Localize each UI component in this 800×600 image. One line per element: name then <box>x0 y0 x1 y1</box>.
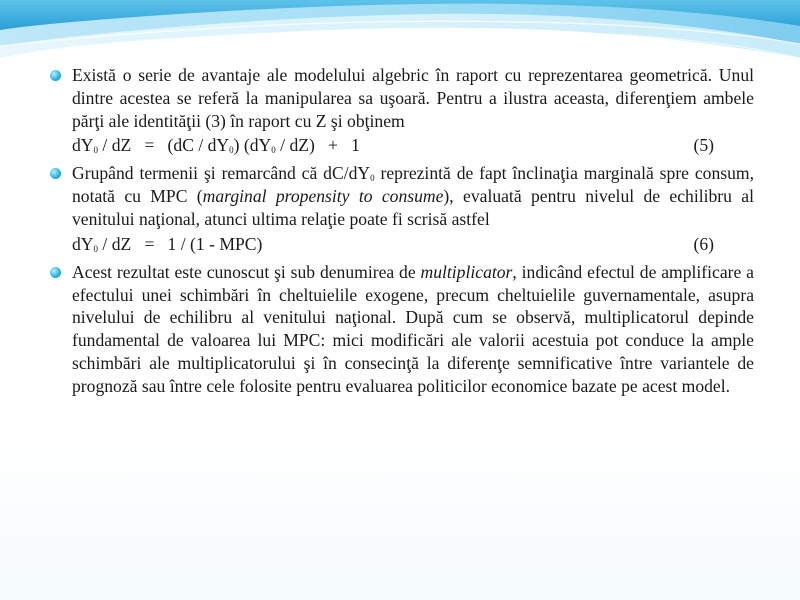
paragraph-3-text: Acest rezultat este cunoscut şi sub denumirea de multiplicator, indicând efectul de amplificare a efectului unei schimbări în cheltuielile exogene, precum cheltuielile guvernamentale, asupra nivelului de echilibru al venitului naţional. După cum se observă, multiplicatorul depinde fundamental de valoarea lui MPC: mici modificări ale valorii acestuia pot conduce la ample schimbări ale multiplicatorului şi în consecinţă la diferenţe semnificative între variantele de prognoză sau între cele folosite pentru evaluarea politicilor economice bazate pe acest model. <box>72 261 754 396</box>
header-wave-decoration <box>0 0 800 62</box>
paragraph-1-text: Există o serie de avantaje ale modelului algebric în raport cu reprezentarea geometrică. Unul dintre acestea se referă la manipularea sa uşoară. Pentru a ilustra aceasta, diferenţiem ambele părţi ale identităţii (3) în raport cu Z şi obţinem <box>72 65 754 131</box>
paragraph-3 <box>50 261 754 398</box>
slide-content <box>50 64 754 399</box>
equation-6-expression: $dY_0$ / dZ = 1 / (1 - MPC) <box>72 233 263 254</box>
equation-6 <box>72 232 754 257</box>
paragraph-1 <box>50 64 754 132</box>
bullet-icon <box>50 168 61 179</box>
equation-6-number: (6) <box>693 233 714 254</box>
equation-5-expression: $dY_0$ / dZ = $(dC / dY_0)$ $(dY_0 / dZ) + 1$ <box>72 135 360 156</box>
bullet-icon <box>50 267 61 278</box>
paragraph-2-text: Grupând termenii şi remarcând că $dC/dY_0$ reprezintă de fapt înclinaţia marginală spre consum, notată cu MPC (marginal propensity to consume), evaluată pentru nivelul de echilibru al venitului naţional, atunci ultima relaţie poate fi scrisă astfel <box>72 163 754 229</box>
bullet-icon <box>50 70 61 81</box>
paragraph-2 <box>50 162 754 230</box>
equation-5-number: (5) <box>693 135 714 156</box>
equation-5 <box>72 133 754 158</box>
